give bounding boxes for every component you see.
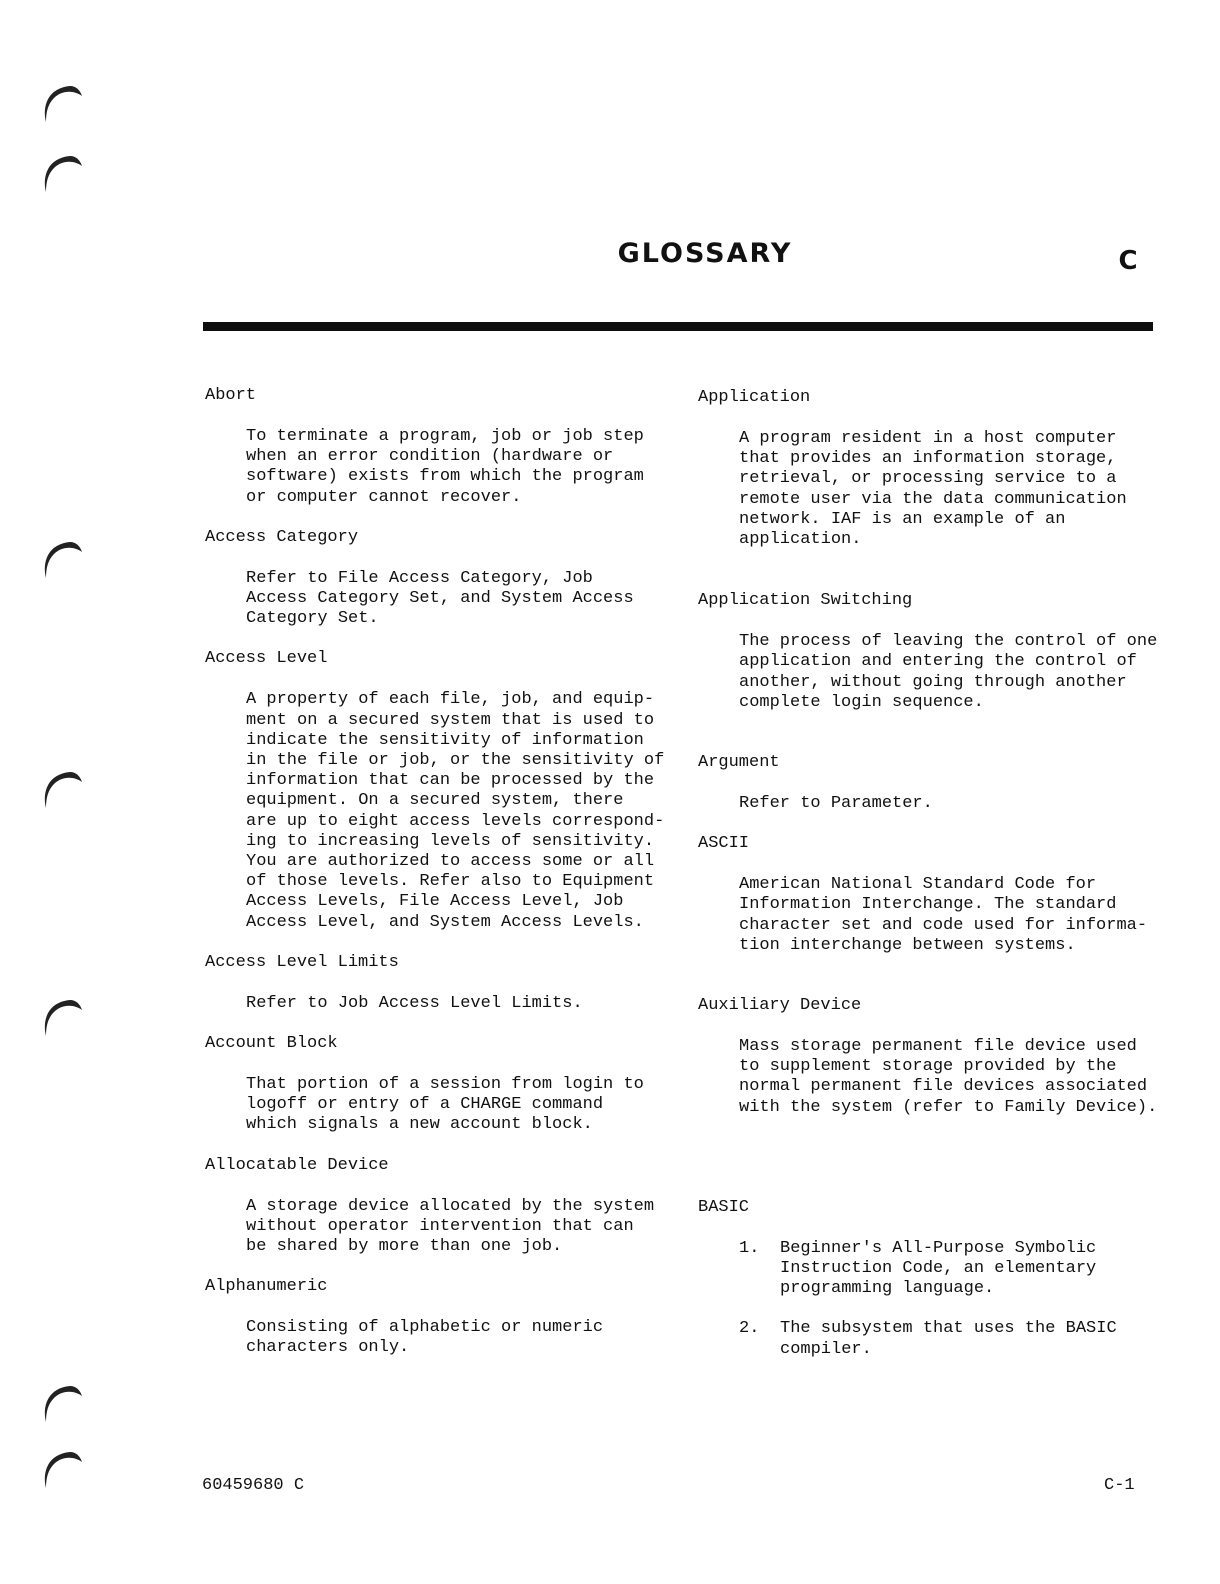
- glossary-definition: A storage device allocated by the system without operator intervention that can be shared by more than one job.: [246, 1196, 655, 1257]
- glossary-definition: American National Standard Code for Information Interchange. The standard character set and code used for informa- tion interchange between systems.: [739, 875, 1148, 955]
- glossary-definition: Refer to Parameter.: [739, 794, 933, 814]
- glossary-definition: Refer to Job Access Level Limits.: [246, 993, 583, 1013]
- glossary-entry: [698, 591, 1168, 713]
- glossary-entry: [205, 528, 675, 630]
- glossary-entry: [205, 386, 675, 508]
- page-number: C-1: [1104, 1476, 1135, 1495]
- glossary-term: BASIC: [698, 1197, 750, 1217]
- left-column: [205, 386, 675, 1359]
- binder-hole-mark-icon: [40, 1380, 84, 1426]
- glossary-term: Application: [698, 388, 811, 407]
- document-number: 60459680 C: [202, 1476, 305, 1495]
- glossary-entry: [205, 1034, 675, 1136]
- list-item: [739, 1319, 1168, 1359]
- binder-hole-mark-icon: [40, 766, 84, 812]
- glossary-term: Access Level: [205, 649, 328, 669]
- glossary-entry: [205, 1277, 675, 1358]
- glossary-definition: To terminate a program, job or job step when an error condition (hardware or software) exists from which the program or computer cannot recover.: [246, 427, 644, 507]
- glossary-definition: Mass storage permanent file device used to supplement storage provided by the normal permanent file devices associated with the system (refer to Family Device).: [739, 1037, 1158, 1117]
- glossary-entry: [698, 753, 1168, 814]
- list-item: [739, 1239, 1168, 1300]
- glossary-entry: [698, 996, 1168, 1118]
- glossary-definition: That portion of a session from login to logoff or entry of a CHARGE command which signals a new account block.: [246, 1075, 644, 1135]
- section-letter: C: [1118, 246, 1138, 276]
- list-item-text: The subsystem that uses the BASIC compiler.: [780, 1319, 1117, 1359]
- binder-hole-mark-icon: [40, 536, 84, 582]
- glossary-entry: [205, 1156, 675, 1258]
- glossary-term: Auxiliary Device: [698, 996, 862, 1016]
- header-rule: [203, 322, 1153, 331]
- glossary-entry: [205, 649, 675, 932]
- glossary-term: Access Category: [205, 527, 359, 547]
- glossary-term: Allocatable Device: [205, 1155, 389, 1175]
- glossary-term: Application Switching: [698, 591, 913, 611]
- glossary-entry: [205, 953, 675, 1014]
- glossary-term: Alphanumeric: [205, 1277, 328, 1297]
- glossary-term: Abort: [205, 386, 257, 405]
- glossary-term: Access Level Limits: [205, 952, 399, 972]
- glossary-entry: [698, 834, 1168, 956]
- binder-hole-mark-icon: [40, 150, 84, 196]
- binder-hole-mark-icon: [40, 80, 84, 126]
- list-item-number: 2.: [739, 1319, 760, 1339]
- glossary-term: Argument: [698, 753, 780, 773]
- glossary-entry: [698, 1198, 1168, 1360]
- binder-hole-mark-icon: [40, 1446, 84, 1492]
- list-item-text: Beginner's All-Purpose Symbolic Instruction Code, an elementary programming language.: [780, 1238, 1097, 1299]
- glossary-definition: The process of leaving the control of one application and entering the control of another, without going through another complete login sequence.: [739, 632, 1158, 712]
- glossary-definition: A program resident in a host computer that provides an information storage, retrieval, or processing service to a remote user via the data communication network. IAF is an example of an application.: [739, 429, 1127, 550]
- binder-hole-mark-icon: [40, 994, 84, 1040]
- glossary-entry: [698, 388, 1168, 550]
- glossary-definition: Refer to File Access Category, Job Access Category Set, and System Access Category Set.: [246, 568, 634, 629]
- right-column: [698, 388, 1168, 1360]
- list-item-number: 1.: [739, 1238, 760, 1258]
- glossary-term: Account Block: [205, 1034, 338, 1054]
- page-title: GLOSSARY: [617, 238, 793, 269]
- glossary-definition: Consisting of alphabetic or numeric characters only.: [246, 1318, 604, 1358]
- glossary-definition: A property of each file, job, and equip- ment on a secured system that is used to indicate the sensitivity of information in the file or job, or the sensitivity of information that can be processed by the equipment. On a secured system, there are up to eight access levels correspond- ing to increasing levels of sensitivity. You are authorized to access some or all of those levels. Refer also to Equipment Access Levels, File Access Level, Job Access Level, and System Access Levels.: [246, 690, 665, 932]
- glossary-term: ASCII: [698, 834, 750, 854]
- definition-list: [739, 1239, 1168, 1360]
